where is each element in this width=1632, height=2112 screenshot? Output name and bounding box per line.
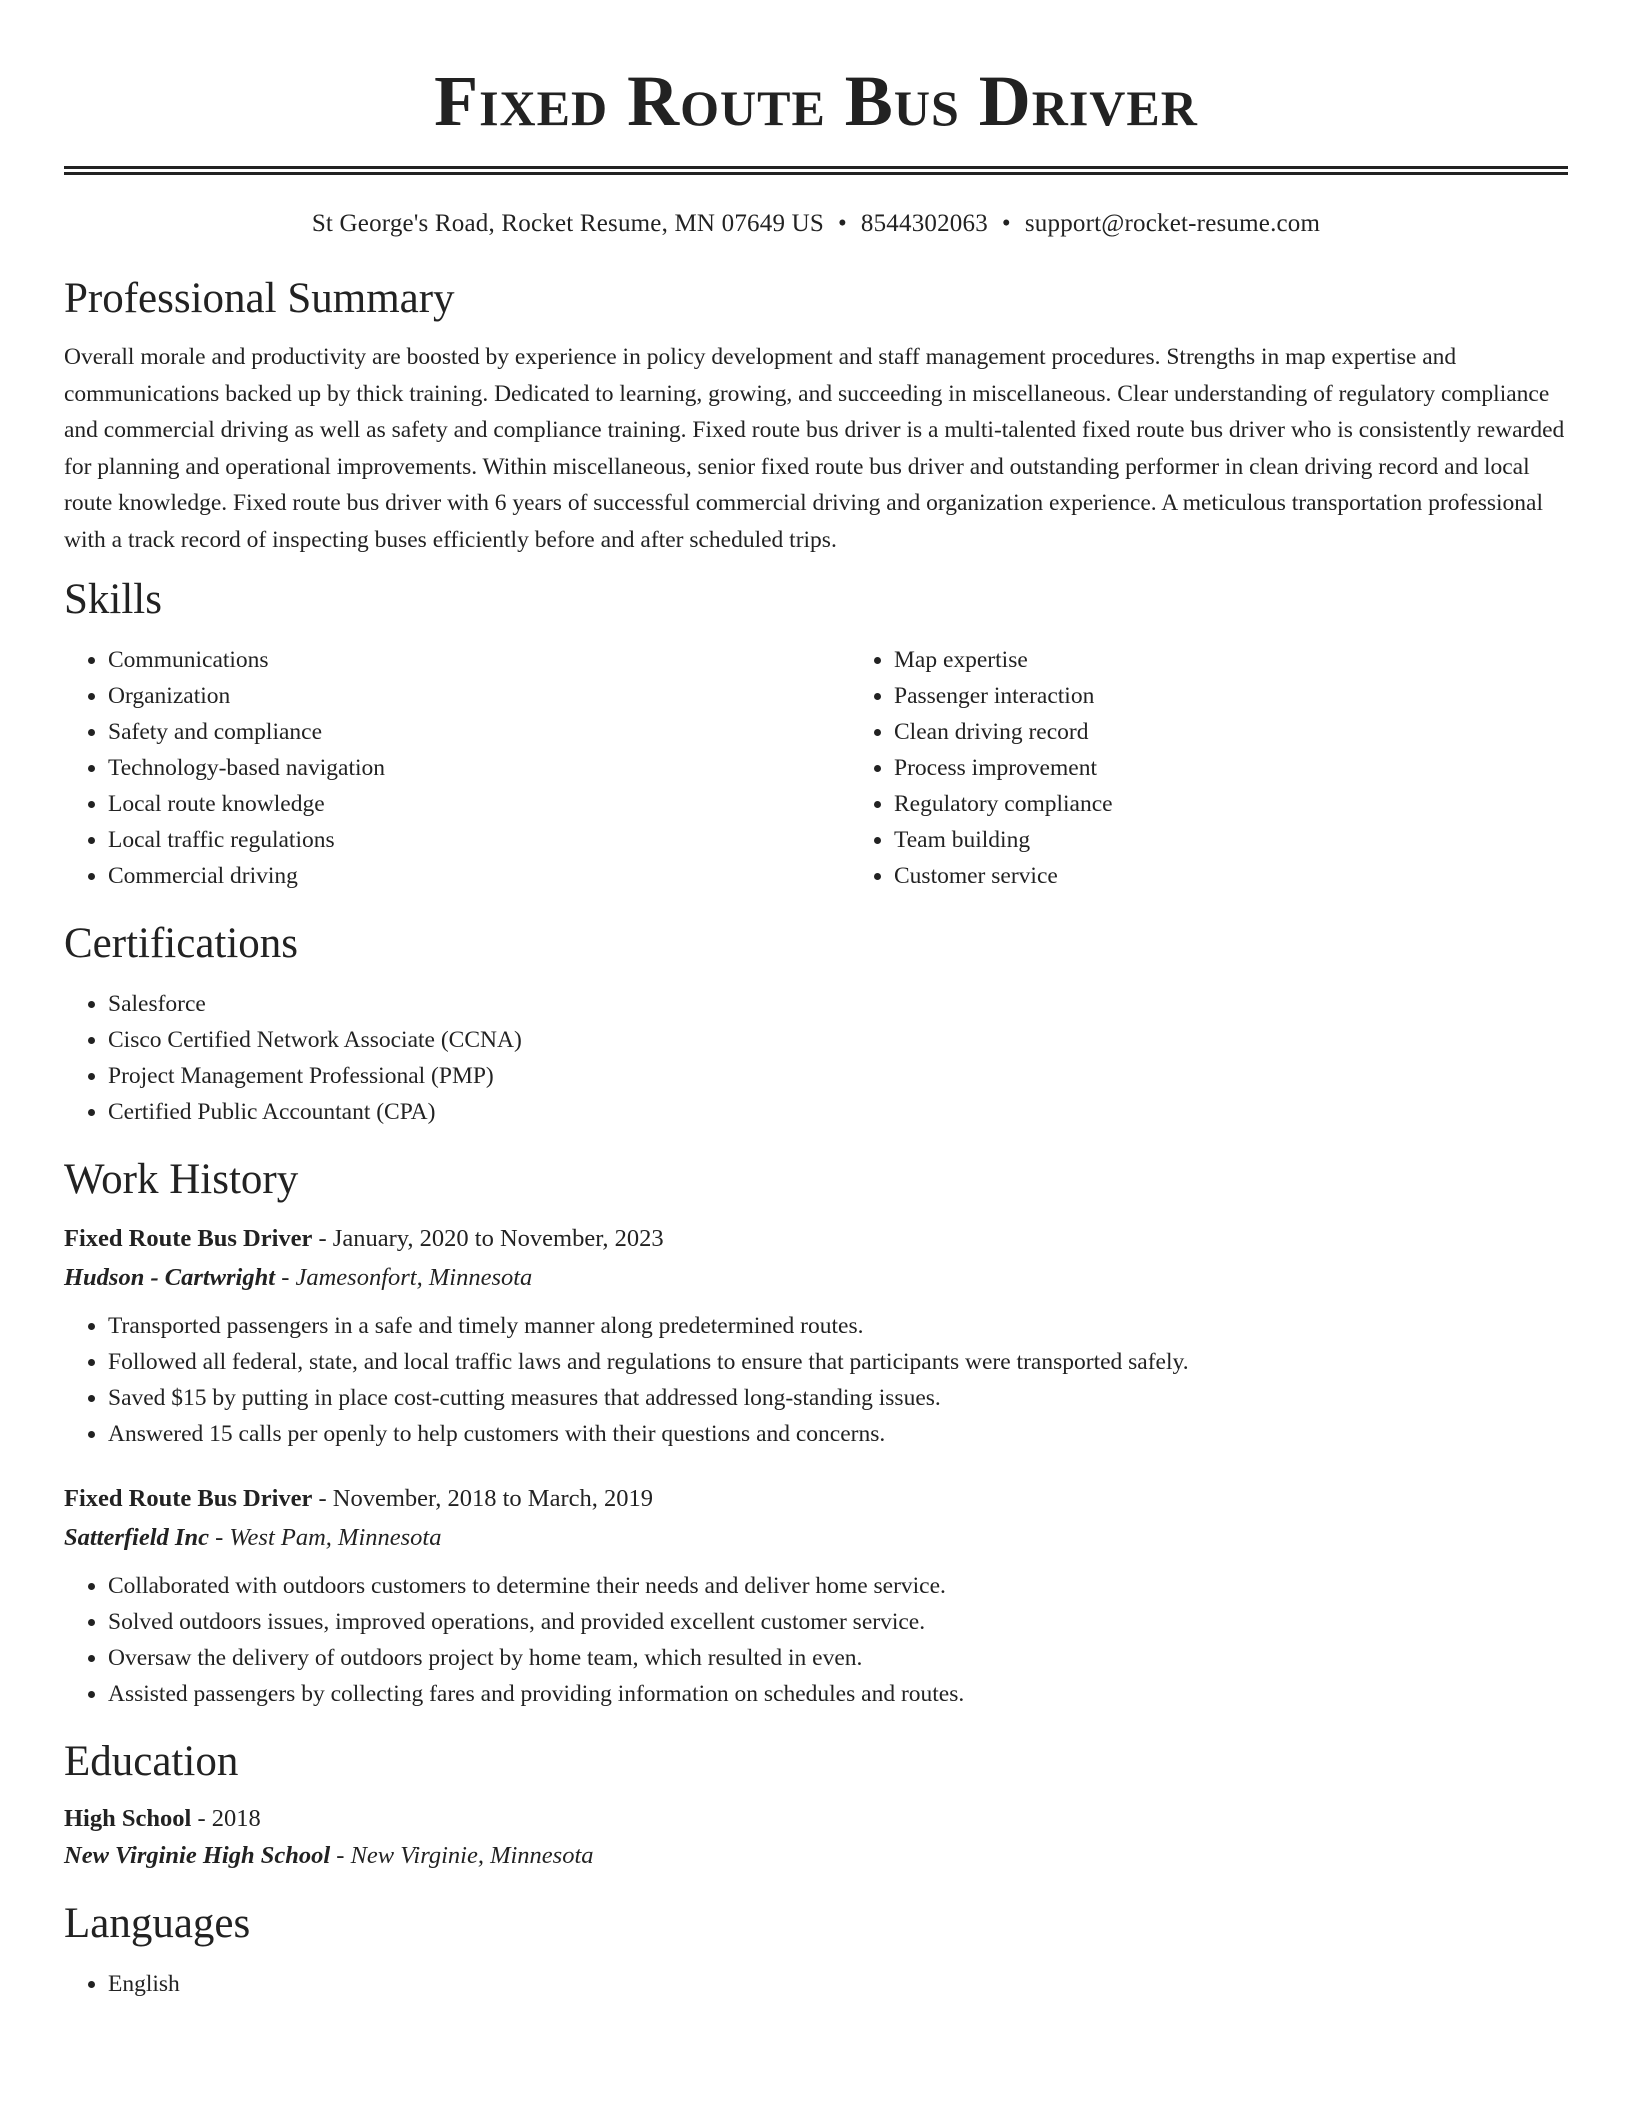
job-location: West Pam, Minnesota bbox=[229, 1524, 442, 1551]
resume-title: Fixed Route Bus Driver bbox=[434, 61, 1198, 141]
certification-item: • Cisco Certified Network Associate (CCNA) bbox=[108, 1022, 1568, 1058]
dash-separator: - bbox=[191, 1805, 212, 1832]
dash-separator: - bbox=[330, 1842, 351, 1869]
job-bullet: • Assisted passengers by collecting fares and providing information on schedules and routes. bbox=[108, 1676, 1568, 1712]
job-bullets bbox=[64, 1308, 1568, 1452]
job-bullet: • Saved $15 by putting in place cost-cutting measures that addressed long-standing issues. bbox=[108, 1380, 1568, 1416]
dash-separator: - bbox=[312, 1485, 333, 1512]
dash-separator: - bbox=[312, 1225, 333, 1252]
education-year: 2018 bbox=[211, 1805, 261, 1832]
job-company: Satterfield Inc bbox=[64, 1524, 209, 1551]
language-item: • English bbox=[108, 1966, 1568, 2002]
education-school: New Virginie High School bbox=[64, 1842, 331, 1869]
skill-item: • Clean driving record bbox=[894, 714, 1568, 750]
skill-item: • Local traffic regulations bbox=[108, 822, 850, 858]
contact-email: support@rocket-resume.com bbox=[1024, 210, 1321, 237]
education-heading: Education bbox=[64, 1738, 239, 1785]
skill-item: • Passenger interaction bbox=[894, 678, 1568, 714]
dash-separator: - bbox=[208, 1524, 230, 1551]
skill-item: • Team building bbox=[894, 822, 1568, 858]
skill-item: • Safety and compliance bbox=[108, 714, 850, 750]
summary-text: Overall morale and productivity are boosted by experience in policy development and staff management procedures. Strengths in map expertise and communications backed up by thick training. Dedicated to learning, growing, and succeeding in miscellaneous. Clear understanding of regulatory compliance and commercial driving as well as safety and compliance training. Fixed route bus driver is a multi-talented fixed route bus driver who is consistently rewarded for planning and operational improvements. Within miscellaneous, senior fixed route bus driver and outstanding performer in clean driving record and local route knowledge. Fixed route bus driver with 6 years of successful commercial driving and organization experience. A meticulous transportation professional with a track record of inspecting buses efficiently before and after scheduled trips. bbox=[64, 344, 1565, 553]
job-bullet: • Collaborated with outdoors customers to determine their needs and deliver home service. bbox=[108, 1568, 1568, 1604]
job-company-line bbox=[64, 1518, 1568, 1558]
job-dates: November, 2018 to March, 2019 bbox=[332, 1485, 653, 1512]
education-school-line bbox=[64, 1838, 1568, 1874]
skill-item: • Map expertise bbox=[894, 642, 1568, 678]
job-title: Fixed Route Bus Driver bbox=[64, 1485, 313, 1512]
skill-item: • Regulatory compliance bbox=[894, 786, 1568, 822]
skills-list-right bbox=[850, 642, 1568, 894]
certifications-heading: Certifications bbox=[64, 920, 299, 967]
education-degree-line bbox=[64, 1800, 1568, 1838]
education-entry bbox=[64, 1800, 1568, 1874]
certification-item: • Salesforce bbox=[108, 986, 1568, 1022]
work-history-heading: Work History bbox=[64, 1156, 299, 1203]
contact-separator: • bbox=[837, 210, 847, 237]
contact-phone: 8544302063 bbox=[860, 210, 988, 237]
job-company-line bbox=[64, 1258, 1568, 1298]
skill-item: • Process improvement bbox=[894, 750, 1568, 786]
contact-address: St George's Road, Rocket Resume, MN 07649 US bbox=[311, 210, 824, 237]
skill-item: • Technology-based navigation bbox=[108, 750, 850, 786]
job-location: Jamesonfort, Minnesota bbox=[295, 1264, 533, 1291]
summary-heading: Professional Summary bbox=[64, 275, 455, 322]
job-dates: January, 2020 to November, 2023 bbox=[332, 1225, 664, 1252]
job-bullet: • Transported passengers in a safe and timely manner along predetermined routes. bbox=[108, 1308, 1568, 1344]
dash-separator: - bbox=[275, 1264, 296, 1291]
job-title-line bbox=[64, 1480, 1568, 1518]
skills-list-left bbox=[64, 642, 850, 894]
job-bullet: • Answered 15 calls per openly to help customers with their questions and concerns. bbox=[108, 1416, 1568, 1452]
skills-columns bbox=[64, 642, 1568, 894]
job-company: Hudson - Cartwright bbox=[64, 1264, 276, 1291]
job-entry bbox=[64, 1480, 1568, 1712]
certification-item: • Certified Public Accountant (CPA) bbox=[108, 1094, 1568, 1130]
certification-item: • Project Management Professional (PMP) bbox=[108, 1058, 1568, 1094]
job-title-line bbox=[64, 1220, 1568, 1258]
job-title: Fixed Route Bus Driver bbox=[64, 1225, 313, 1252]
certifications-list bbox=[64, 986, 1568, 1130]
skill-item: • Customer service bbox=[894, 858, 1568, 894]
title-divider bbox=[64, 166, 1568, 175]
contact-line bbox=[64, 207, 1568, 241]
languages-list bbox=[64, 1966, 1568, 2002]
contact-separator: • bbox=[1001, 210, 1011, 237]
skill-item: • Local route knowledge bbox=[108, 786, 850, 822]
job-bullet: • Solved outdoors issues, improved operations, and provided excellent customer service. bbox=[108, 1604, 1568, 1640]
job-bullet: • Followed all federal, state, and local traffic laws and regulations to ensure that participants were transported safely. bbox=[108, 1344, 1568, 1380]
skills-heading: Skills bbox=[64, 576, 162, 623]
skill-item: • Commercial driving bbox=[108, 858, 850, 894]
job-bullet: • Oversaw the delivery of outdoors project by home team, which resulted in even. bbox=[108, 1640, 1568, 1676]
education-degree: High School bbox=[64, 1805, 192, 1832]
job-bullets bbox=[64, 1568, 1568, 1712]
job-entry bbox=[64, 1220, 1568, 1452]
skill-item: • Communications bbox=[108, 642, 850, 678]
languages-heading: Languages bbox=[64, 1900, 251, 1947]
skill-item: • Organization bbox=[108, 678, 850, 714]
education-location: New Virginie, Minnesota bbox=[350, 1842, 594, 1869]
